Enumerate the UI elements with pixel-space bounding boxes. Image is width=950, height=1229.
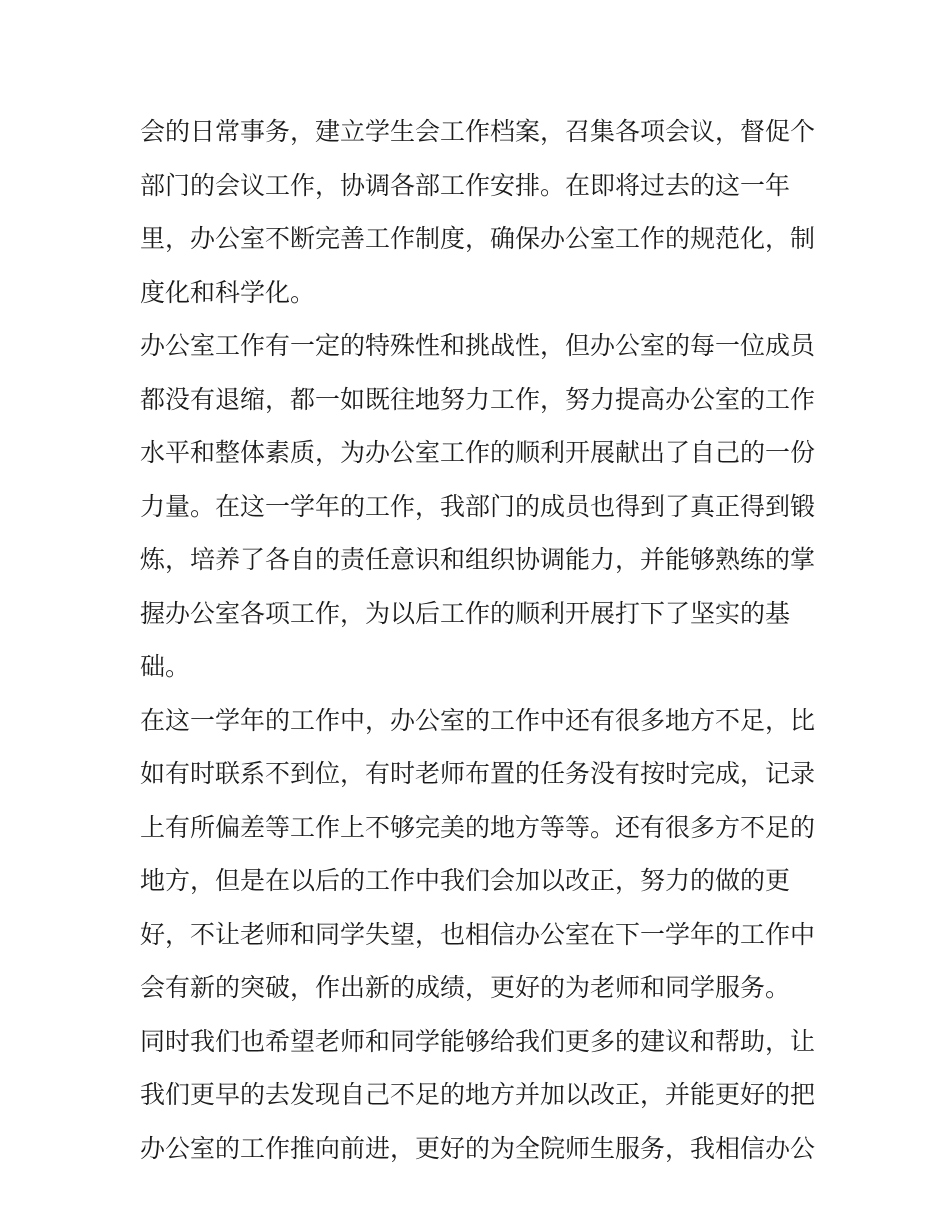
text-line: 同时我们也希望老师和同学能够给我们更多的建议和帮助，让 [140, 1026, 816, 1056]
text-line: 部门的会议工作，协调各部工作安排。在即将过去的这一年 [140, 170, 791, 200]
text-line: 水平和整体素质，为办公室工作的顺利开展献出了自己的一份 [140, 438, 816, 467]
text-line: 都没有退缩，都一如既往地努力工作，努力提高办公室的工作 [140, 384, 816, 414]
text-line: 地方，但是在以后的工作中我们会加以改正，努力的做的更 [140, 866, 791, 895]
text-line: 握办公室各项工作，为以后工作的顺利开展打下了坚实的基 [140, 598, 791, 628]
text-line: 础。 [140, 652, 191, 681]
text-line: 度化和科学化。 [140, 277, 316, 307]
text-line: 会的日常事务，建立学生会工作档案，召集各项会议，督促个 [140, 117, 816, 146]
text-line: 会有新的突破，作出新的成绩，更好的为老师和同学服务。 [140, 973, 791, 1002]
text-line: 上有所偏差等工作上不够完美的地方等等。还有很多方不足的 [140, 812, 816, 842]
text-line: 里，办公室不断完善工作制度，确保办公室工作的规范化，制 [140, 224, 816, 253]
text-line: 力量。在这一学年的工作，我部门的成员也得到了真正得到锻 [140, 491, 816, 521]
text-line: 办公室工作有一定的特殊性和挑战性，但办公室的每一位成员 [140, 331, 816, 360]
text-line: 我们更早的去发现自己不足的地方并加以改正，并能更好的把 [140, 1080, 816, 1109]
paragraph-1 [140, 105, 820, 319]
text-line: 在这一学年的工作中，办公室的工作中还有很多地方不足，比 [140, 705, 816, 735]
paragraph-3 [140, 694, 820, 1015]
paragraph-2 [140, 319, 820, 694]
text-line: 办公室的工作推向前进，更好的为全院师生服务，我相信办公 [140, 1133, 816, 1163]
text-line: 如有时联系不到位，有时老师布置的任务没有按时完成，记录 [140, 759, 816, 788]
text-line: 炼，培养了各自的责任意识和组织协调能力，并能够熟练的掌 [140, 545, 816, 574]
text-line: 好，不让老师和同学失望，也相信办公室在下一学年的工作中 [140, 919, 816, 949]
document-body [140, 105, 820, 1175]
paragraph-4 [140, 1015, 820, 1176]
